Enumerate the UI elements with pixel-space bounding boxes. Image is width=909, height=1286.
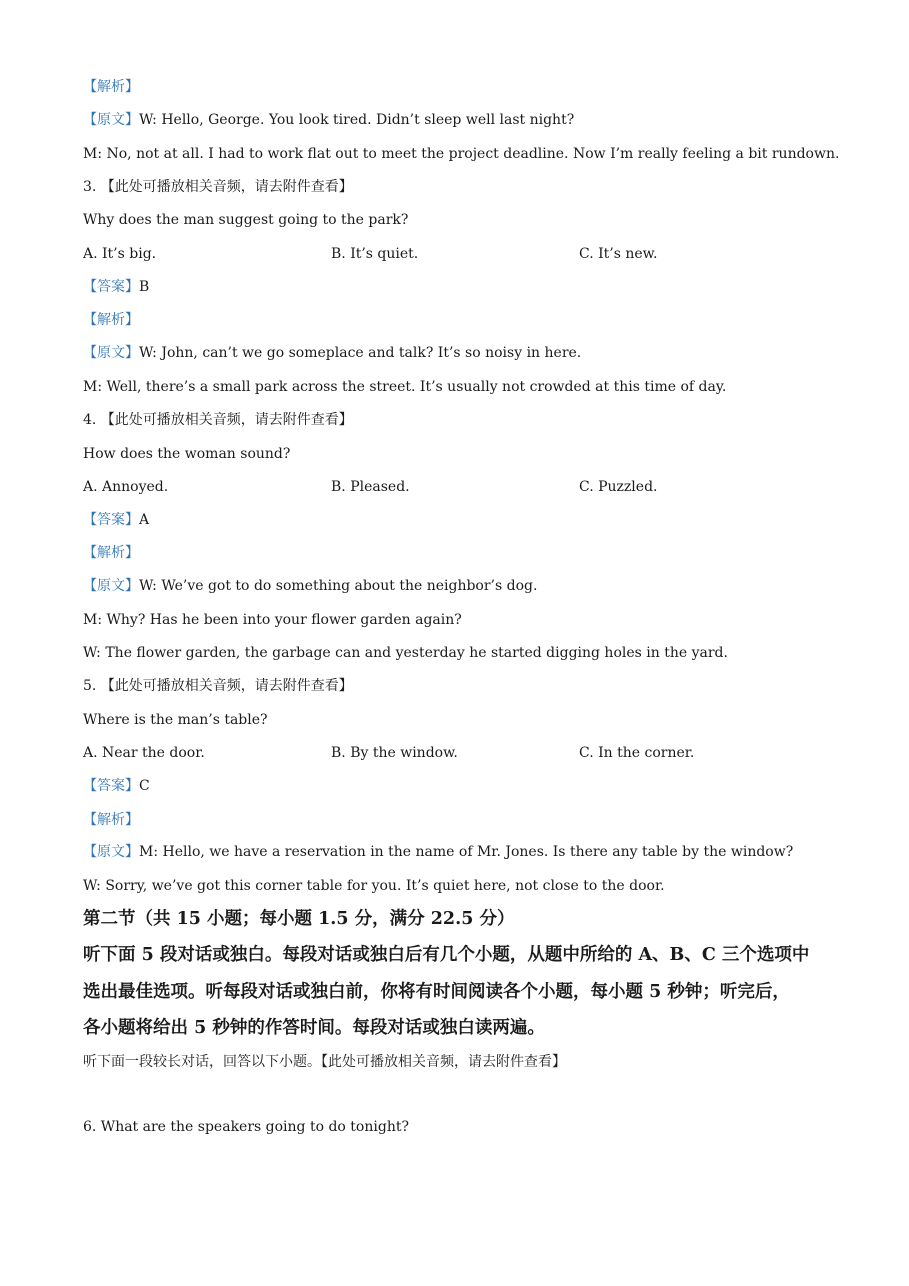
analysis-tag: 【解析】	[83, 79, 139, 95]
option-b: B. By the window.	[331, 745, 458, 761]
transcript-line: W: Sorry, we’ve got this corner table for you. It’s quiet here, not close to the door.	[83, 878, 665, 894]
answer-value: C	[139, 778, 150, 794]
transcript-line	[83, 576, 537, 596]
audio-note: 听下面一段较长对话，回答以下小题。【此处可播放相关音频，请去附件查看】	[83, 1054, 566, 1070]
transcript-line: M: Why? Has he been into your flower garden again?	[83, 612, 462, 628]
option-a: A. Near the door.	[83, 745, 205, 761]
transcript-text: W: John, can’t we go someplace and talk? It’s so noisy in here.	[139, 345, 582, 361]
transcript-line	[83, 110, 574, 130]
transcript-line: M: Well, there’s a small park across the street. It’s usually not crowded at this time of day.	[83, 379, 727, 395]
answer-line	[83, 776, 150, 796]
original-tag: 【原文】	[83, 578, 139, 594]
section-instructions: 选出最佳选项。听每段对话或独白前，你将有时间阅读各个小题，每小题 5 秒钟；听完后，	[83, 982, 790, 1002]
transcript-line: W: The flower garden, the garbage can and yesterday he started digging holes in the yard.	[83, 645, 728, 661]
answer-tag: 【答案】	[83, 512, 139, 528]
option-b: B. Pleased.	[331, 479, 410, 495]
transcript-text: W: Hello, George. You look tired. Didn’t sleep well last night?	[139, 112, 575, 128]
question-header: 4. 【此处可播放相关音频，请去附件查看】	[83, 412, 353, 428]
question-text: How does the woman sound?	[83, 446, 291, 462]
answer-value: B	[139, 279, 150, 295]
analysis-tag: 【解析】	[83, 812, 139, 828]
answer-tag: 【答案】	[83, 778, 139, 794]
option-c: C. In the corner.	[579, 745, 695, 761]
transcript-line: M: No, not at all. I had to work flat out to meet the project deadline. Now I’m really feeling a bit rundown.	[83, 146, 840, 162]
section-instructions: 听下面 5 段对话或独白。每段对话或独白后有几个小题，从题中所给的 A、B、C 三个选项中	[83, 945, 810, 965]
question-text: 6. What are the speakers going to do tonight?	[83, 1119, 409, 1135]
transcript-line	[83, 842, 793, 862]
analysis-tag: 【解析】	[83, 545, 139, 561]
question-header: 5. 【此处可播放相关音频，请去附件查看】	[83, 678, 353, 694]
answer-line	[83, 277, 149, 297]
transcript-line	[83, 343, 581, 363]
answer-value: A	[139, 512, 150, 528]
answer-line	[83, 510, 149, 530]
section-title: 第二节（共 15 小题；每小题 1.5 分，满分 22.5 分）	[83, 909, 515, 929]
option-a: A. Annoyed.	[83, 479, 169, 495]
original-tag: 【原文】	[83, 112, 139, 128]
transcript-text: M: Hello, we have a reservation in the name of Mr. Jones. Is there any table by the window?	[139, 844, 794, 860]
answer-tag: 【答案】	[83, 279, 139, 295]
question-text: Where is the man’s table?	[83, 712, 268, 728]
section-instructions: 各小题将给出 5 秒钟的作答时间。每段对话或独白读两遍。	[83, 1018, 545, 1038]
option-b: B. It’s quiet.	[331, 246, 419, 262]
original-tag: 【原文】	[83, 844, 139, 860]
question-header: 3. 【此处可播放相关音频，请去附件查看】	[83, 179, 353, 195]
option-c: C. It’s new.	[579, 246, 658, 262]
option-a: A. It’s big.	[83, 246, 157, 262]
option-c: C. Puzzled.	[579, 479, 658, 495]
question-text: Why does the man suggest going to the park?	[83, 212, 409, 228]
transcript-text: W: We’ve got to do something about the neighbor’s dog.	[139, 578, 538, 594]
analysis-tag: 【解析】	[83, 312, 139, 328]
original-tag: 【原文】	[83, 345, 139, 361]
